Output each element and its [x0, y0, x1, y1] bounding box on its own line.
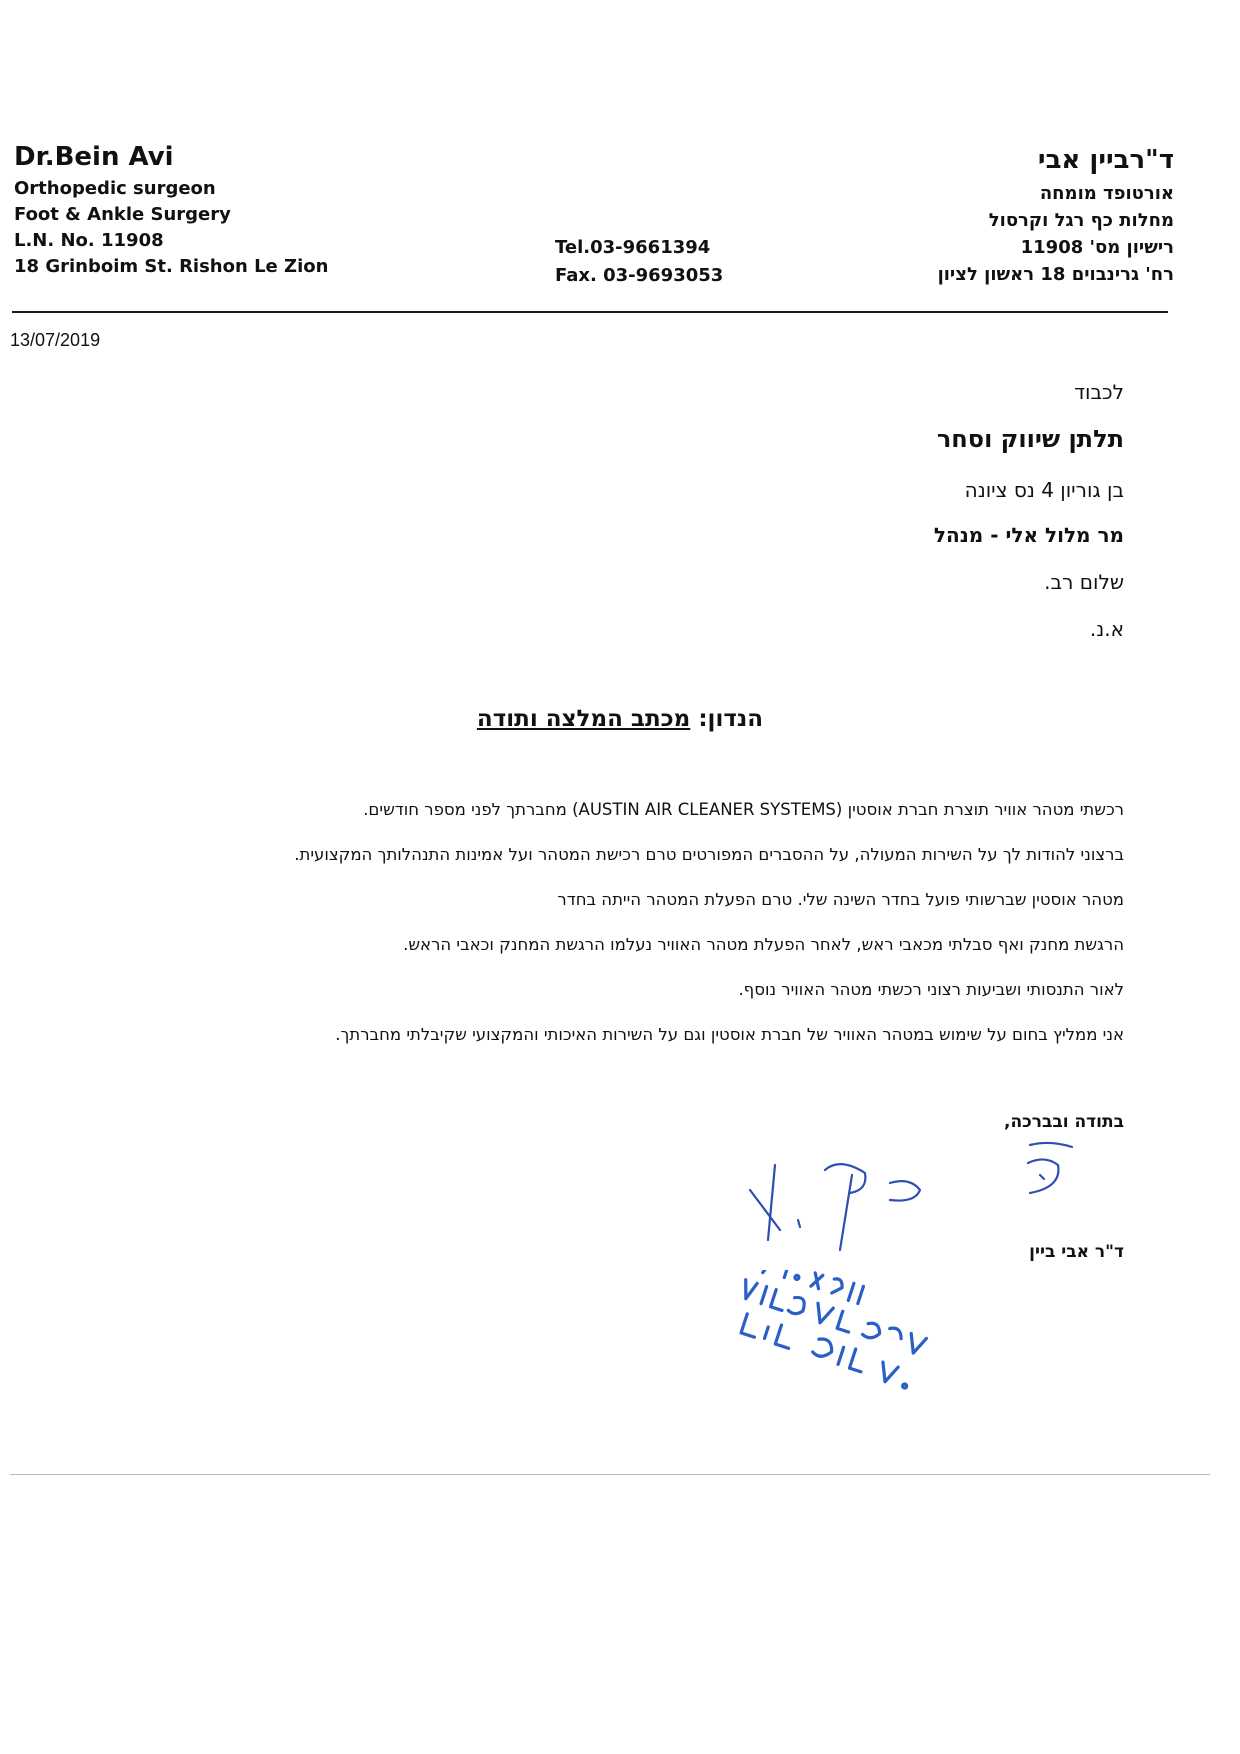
doctor-title-he: אורטופד מומחה [1039, 183, 1174, 204]
signer-name: ד"ר אבי ביין [1029, 1242, 1124, 1262]
letter-date: 13/07/2019 [10, 330, 101, 350]
greeting-abbrev: א.נ. [1089, 617, 1124, 641]
body-line: מטהר אוסטין שברשותי פועל בחדר השינה שלי. טרם הפעלת המטהר הייתה בחדר [557, 890, 1124, 909]
recipient-contact: מר מלול אלי - מנהל [933, 523, 1124, 547]
subject-prefix: הנדון: [698, 706, 764, 732]
doctor-stamp [725, 1270, 945, 1400]
address-en: 18 Grinboim St. Rishon Le Zion [14, 256, 329, 277]
doctor-name-he: ד"רביין אבי [1037, 145, 1174, 175]
header-divider [12, 311, 1168, 313]
doctor-specialty-he: מחלות כף רגל וקרסול [988, 210, 1174, 231]
subject-text: מכתב המלצה ותודה [476, 706, 691, 732]
closing: בתודה ובברכה, [1004, 1112, 1124, 1132]
license-number-en: L.N. No. 11908 [14, 230, 164, 251]
letter-subject [0, 706, 1240, 732]
address-he: רח' גרינבוים 18 ראשון לציון [937, 264, 1174, 285]
recipient-salutation: לכבוד [1074, 380, 1124, 404]
telephone: Tel.03-9661394 [555, 237, 711, 258]
letterhead-english [14, 140, 328, 280]
greeting: שלום רב. [1044, 570, 1124, 594]
license-number-he: רישיון מס' 11908 [1020, 237, 1174, 258]
body-line: לאור התנסותי ושביעות רצוני רכשתי מטהר האוויר נוסף. [738, 980, 1124, 999]
body-line: רכשתי מטהר אוויר תוצרת חברת אוסטין (AUSTIN AIR CLEANER SYSTEMS) מחברתך לפני מספר חודשים. [363, 800, 1124, 819]
recipient-address: בן גוריון 4 נס ציונה [964, 478, 1124, 502]
letterhead-contact [555, 234, 723, 290]
body-line: אני ממליץ בחום על שימוש במטהר האוויר של חברת אוסטין וגם על השירות האיכותי והמקצועי שקיבלתי מחברתך. [335, 1025, 1124, 1044]
footer-divider [10, 1474, 1210, 1475]
body-line: הרגשת מחנק ואף סבלתי מכאבי ראש, לאחר הפעלת מטהר האוויר נעלמו הרגשת המחנק וכאבי הראש. [403, 935, 1124, 954]
body-line: ברצוני להודות לך על השירות המעולה, על ההסברים המפורטים טרם רכישת המטהר ועל אמינות התנהלותך המקצועית. [294, 845, 1124, 864]
recipient-company: תלתן שיווק וסחר [936, 425, 1124, 453]
doctor-name-en: Dr.Bein Avi [14, 142, 174, 172]
letterhead-hebrew [938, 142, 1174, 288]
fax: Fax. 03-9693053 [555, 265, 724, 286]
doctor-specialty-en: Foot & Ankle Surgery [14, 204, 231, 225]
doctor-title-en: Orthopedic surgeon [14, 178, 216, 199]
